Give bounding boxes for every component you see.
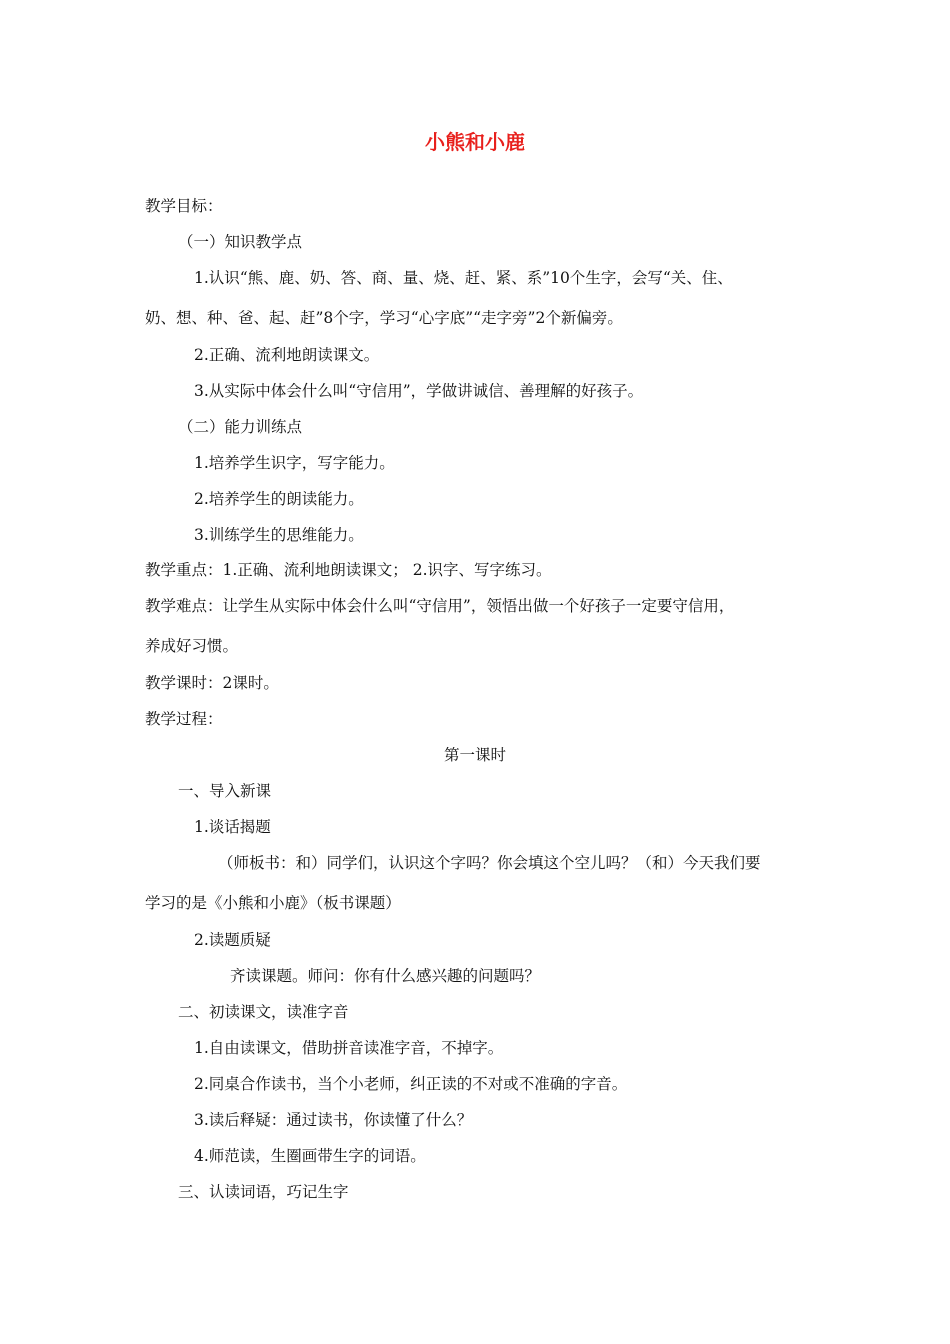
- step-heading: 二、初读课文，读准字音: [178, 1003, 349, 1021]
- paragraph-line: 1.自由读课文，借助拼音读准字音，不掉字。: [194, 1039, 504, 1057]
- step-heading: 三、认读词语，巧记生字: [178, 1183, 349, 1201]
- paragraph-line: 学习的是《小熊和小鹿》（板书课题）: [145, 894, 401, 912]
- subsection-heading-knowledge: （一）知识教学点: [178, 233, 303, 251]
- paragraph-line: 3.读后释疑：通过读书，你读懂了什么？: [194, 1111, 473, 1129]
- lesson-heading: 第一课时: [443, 746, 506, 764]
- paragraph-line: 2.正确、流利地朗读课文。: [194, 346, 380, 364]
- paragraph-line: 养成好习惯。: [145, 637, 239, 655]
- paragraph-line: 1.谈话揭题: [194, 818, 271, 836]
- paragraph-line-class-hours: 教学课时：2课时。: [145, 674, 279, 692]
- paragraph-line: 3.从实际中体会什么叫“守信用”，学做讲诚信、善理解的好孩子。: [194, 382, 644, 400]
- paragraph-line: 齐读课题。师问：你有什么感兴趣的问题吗？: [230, 967, 541, 985]
- paragraph-line: （师板书：和）同学们，认识这个字吗？你会填这个空儿吗？（和）今天我们要: [218, 854, 761, 872]
- paragraph-line: 2.读题质疑: [194, 931, 271, 949]
- paragraph-line-key-points: 教学重点：1.正确、流利地朗读课文； 2.识字、写字练习。: [145, 561, 552, 579]
- subsection-heading-ability: （二）能力训练点: [178, 418, 303, 436]
- paragraph-line: 3.训练学生的思维能力。: [194, 526, 364, 544]
- document-title: 小熊和小鹿: [425, 130, 525, 154]
- paragraph-line: 奶、想、种、爸、起、赶”8个字，学习“心字底”“走字旁”2个新偏旁。: [145, 309, 623, 327]
- paragraph-line: 1.培养学生识字，写字能力。: [194, 454, 395, 472]
- paragraph-line-difficulties: 教学难点：让学生从实际中体会什么叫“守信用”，领悟出做一个好孩子一定要守信用，: [145, 597, 735, 615]
- paragraph-line: 4.师范读，生圈画带生字的词语。: [194, 1147, 426, 1165]
- section-heading-objectives: 教学目标：: [145, 197, 223, 215]
- paragraph-line: 2.培养学生的朗读能力。: [194, 490, 364, 508]
- step-heading: 一、导入新课: [178, 782, 272, 800]
- paragraph-line: 2.同桌合作读书，当个小老师，纠正读的不对或不准确的字音。: [194, 1075, 628, 1093]
- section-heading-process: 教学过程：: [145, 710, 223, 728]
- paragraph-line: 1.认识“熊、鹿、奶、答、商、量、烧、赶、紧、系”10个生字，会写“关、住、: [194, 269, 733, 287]
